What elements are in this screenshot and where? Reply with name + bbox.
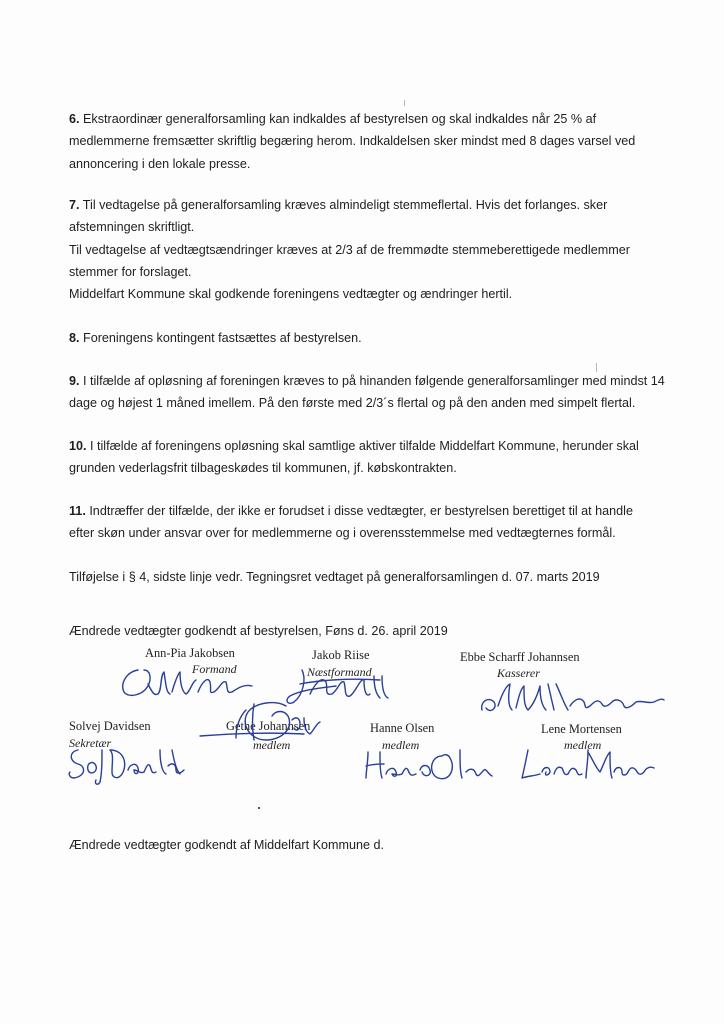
signature-ebbe: [476, 676, 666, 718]
signatory-role: Kasserer: [497, 666, 540, 680]
section-text: Til vedtagelse på generalforsamling kræves almindeligt stemmeflertal. Hvis det forlanges. sker: [82, 198, 608, 212]
signatory-name: Ebbe Scharff Johannsen: [460, 650, 580, 664]
section-text: I tilfælde af opløsning af foreningen kræves to på hinanden følgende generalforsamlinger med mindst 14: [83, 374, 665, 388]
section-line: annoncering i den lokale presse.: [69, 156, 251, 171]
section-line: Til vedtagelse af vedtægtsændringer kræves at 2/3 af de fremmødte stemmeberettigede medlemmer: [69, 242, 630, 257]
signatory-role: Formand: [192, 662, 237, 676]
signatory-name: Hanne Olsen: [370, 721, 435, 735]
signature-hanne: [360, 744, 496, 784]
section-7: [69, 194, 669, 305]
municipality-approval: Ændrede vedtægter godkendt af Middelfart Kommune d.: [69, 838, 385, 852]
signatory-name: Lene Mortensen: [541, 722, 622, 736]
scan-mark: [404, 100, 405, 106]
section-line: [69, 370, 669, 392]
addendum-note: Tilføjelse i § 4, sidste linje vedr. Tegningsret vedtaget på generalforsamlingen d. 07. marts 2019: [69, 570, 600, 584]
section-number: 9.: [69, 374, 80, 388]
signatory-role: medlem: [382, 738, 420, 752]
scan-mark: [258, 807, 260, 809]
section-line: [69, 108, 669, 130]
signatory-role: medlem: [564, 738, 602, 752]
section-line: efter skøn under ansvar over for medlemmerne og i overensstemmelse med vedtægternes formål.: [69, 526, 616, 541]
signature-lene: [516, 744, 656, 784]
signatory-name: Gethe Johannsen: [226, 719, 311, 733]
scan-mark: [596, 363, 597, 372]
section-text: Foreningens kontingent fastsættes af bestyrelsen.: [83, 331, 362, 345]
section-line: stemmer for forslaget.: [69, 264, 192, 279]
section-text: Indtræffer der tilfælde, der ikke er forudset i disse vedtægter, er bestyrelsen berettiget til at handle: [89, 504, 633, 518]
section-10: [69, 435, 669, 480]
section-9: [69, 370, 669, 415]
signatory-name: Solvej Davidsen: [69, 719, 151, 733]
section-line: [69, 500, 669, 522]
section-line: [69, 435, 669, 457]
section-number: 11.: [69, 504, 86, 518]
section-line: grunden vederlagsfrit tilbageskødes til kommunen, jf. købskontrakten.: [69, 461, 457, 476]
section-text: I tilfælde af foreningens opløsning skal samtlige aktiver tilfalde Middelfart Kommune, herunder skal: [90, 439, 639, 453]
section-line: medlemmerne fremsætter skriftlig begæring herom. Indkaldelsen sker mindst med 8 dages varsel ved: [69, 134, 636, 149]
board-approval: Ændrede vedtægter godkendt af bestyrelsen, Føns d. 26. april 2019: [69, 624, 448, 638]
section-number: 7.: [69, 198, 80, 212]
signatory-role: Sekretær: [69, 736, 112, 750]
signatory-role: Næstformand: [307, 665, 372, 679]
section-line: dage og højest 1 måned imellem. På den første med 2/3´s flertal og på den anden med simpelt flertal.: [69, 396, 636, 411]
section-number: 8.: [69, 331, 80, 345]
signatory-role: medlem: [253, 738, 291, 752]
section-11: [69, 500, 669, 545]
section-line: [69, 194, 669, 216]
section-number: 6.: [69, 112, 80, 126]
section-text: Ekstraordinær generalforsamling kan indkaldes af bestyrelsen og skal indkaldes når 25 % af: [83, 112, 597, 126]
section-6: [69, 108, 669, 175]
section-8: [69, 327, 669, 349]
section-line: afstemningen skriftligt.: [69, 220, 195, 235]
signature-gethe: [196, 696, 328, 748]
signature-solvej: [64, 740, 192, 788]
section-number: 10.: [69, 439, 87, 453]
section-line: [69, 327, 669, 349]
signatory-name: Jakob Riise: [312, 648, 370, 662]
signatory-name: Ann-Pia Jakobsen: [145, 646, 235, 660]
section-line: Middelfart Kommune skal godkende foreningens vedtægter og ændringer hertil.: [69, 287, 513, 302]
